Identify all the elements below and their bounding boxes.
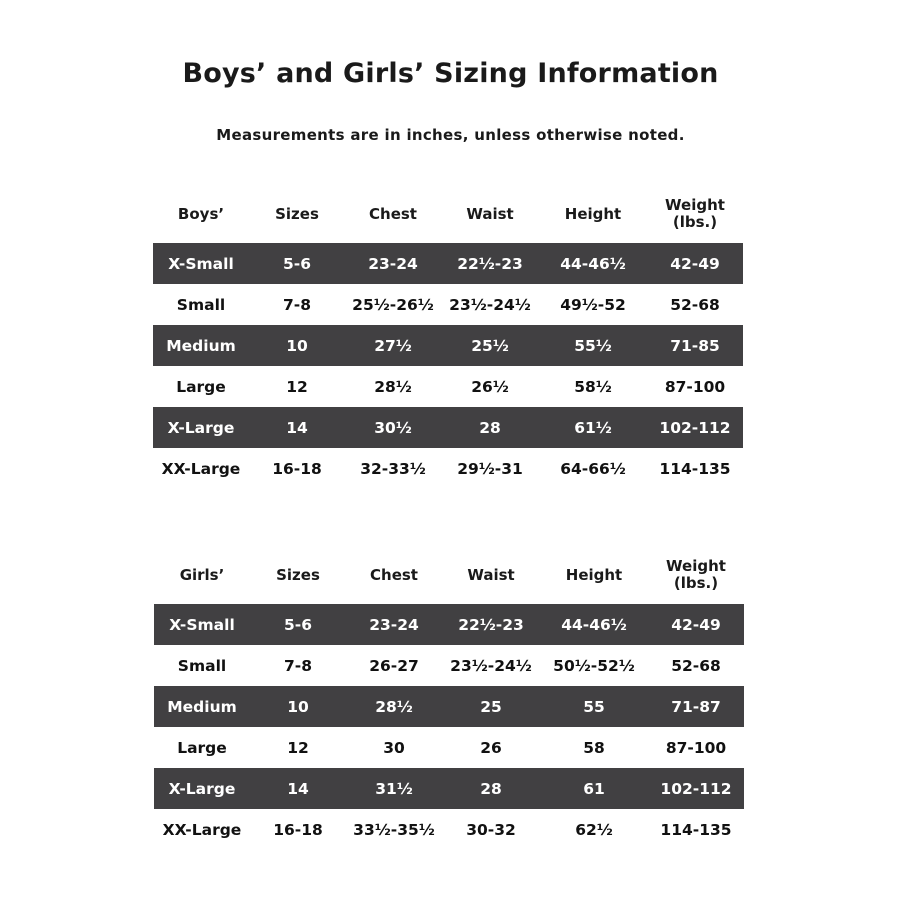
cell-height: 58½ bbox=[539, 366, 647, 407]
table-header-row bbox=[153, 181, 743, 243]
cell-weight: 42-49 bbox=[647, 243, 743, 284]
header-height: Height bbox=[565, 565, 623, 584]
header-sizes: Sizes bbox=[276, 565, 320, 584]
page-title: Boys’ and Girls’ Sizing Information bbox=[182, 58, 719, 89]
cell-height: 55½ bbox=[539, 325, 647, 366]
table-row bbox=[153, 284, 743, 325]
cell-sizes: 16-18 bbox=[250, 809, 346, 850]
header-category: Girls’ bbox=[179, 565, 225, 584]
boys-size-table bbox=[153, 181, 743, 489]
header-weight bbox=[647, 181, 743, 243]
table-row bbox=[153, 366, 743, 407]
table-header-row bbox=[154, 542, 744, 604]
cell-sizes: 12 bbox=[249, 366, 345, 407]
header-weight-line2: (lbs.) bbox=[673, 574, 719, 592]
cell-label: Large bbox=[153, 366, 249, 407]
cell-sizes: 10 bbox=[249, 325, 345, 366]
cell-waist: 25½ bbox=[441, 325, 539, 366]
girls-size-table bbox=[154, 542, 744, 850]
cell-weight: 52-68 bbox=[648, 645, 744, 686]
cell-weight: 102-112 bbox=[647, 407, 743, 448]
cell-label: Medium bbox=[153, 325, 249, 366]
cell-sizes: 14 bbox=[249, 407, 345, 448]
cell-height: 49½-52 bbox=[539, 284, 647, 325]
cell-label: X-Large bbox=[153, 407, 249, 448]
cell-chest: 27½ bbox=[345, 325, 441, 366]
cell-label: X-Large bbox=[154, 768, 250, 809]
table-row bbox=[153, 325, 743, 366]
cell-waist: 26½ bbox=[441, 366, 539, 407]
cell-label: Large bbox=[154, 727, 250, 768]
cell-chest: 25½-26½ bbox=[345, 284, 441, 325]
cell-height: 44-46½ bbox=[540, 604, 648, 645]
cell-sizes: 5-6 bbox=[250, 604, 346, 645]
cell-waist: 29½-31 bbox=[441, 448, 539, 489]
cell-waist: 28 bbox=[441, 407, 539, 448]
cell-sizes: 7-8 bbox=[250, 645, 346, 686]
table-row bbox=[154, 604, 744, 645]
cell-height: 50½-52½ bbox=[540, 645, 648, 686]
header-weight bbox=[648, 542, 744, 604]
cell-waist: 26 bbox=[442, 727, 540, 768]
cell-chest: 23-24 bbox=[346, 604, 442, 645]
header-chest: Chest bbox=[369, 204, 417, 223]
table-row bbox=[153, 243, 743, 284]
cell-waist: 22½-23 bbox=[441, 243, 539, 284]
cell-waist: 25 bbox=[442, 686, 540, 727]
cell-waist: 28 bbox=[442, 768, 540, 809]
cell-sizes: 5-6 bbox=[249, 243, 345, 284]
cell-height: 62½ bbox=[540, 809, 648, 850]
cell-height: 61 bbox=[540, 768, 648, 809]
table-row bbox=[153, 448, 743, 489]
cell-label: X-Small bbox=[153, 243, 249, 284]
table-row bbox=[154, 645, 744, 686]
cell-weight: 87-100 bbox=[648, 727, 744, 768]
cell-chest: 30 bbox=[346, 727, 442, 768]
table-row bbox=[154, 727, 744, 768]
header-weight-line2: (lbs.) bbox=[672, 213, 718, 231]
cell-weight: 42-49 bbox=[648, 604, 744, 645]
cell-waist: 23½-24½ bbox=[442, 645, 540, 686]
cell-chest: 28½ bbox=[345, 366, 441, 407]
cell-label: XX-Large bbox=[154, 809, 250, 850]
header-chest: Chest bbox=[370, 565, 418, 584]
cell-chest: 23-24 bbox=[345, 243, 441, 284]
cell-waist: 30-32 bbox=[442, 809, 540, 850]
cell-weight: 114-135 bbox=[647, 448, 743, 489]
cell-height: 44-46½ bbox=[539, 243, 647, 284]
page-subtitle: Measurements are in inches, unless otherwise noted. bbox=[216, 126, 685, 144]
table-row bbox=[154, 686, 744, 727]
cell-chest: 26-27 bbox=[346, 645, 442, 686]
header-category: Boys’ bbox=[177, 204, 225, 223]
table-row bbox=[154, 768, 744, 809]
header-sizes: Sizes bbox=[275, 204, 319, 223]
cell-chest: 28½ bbox=[346, 686, 442, 727]
cell-chest: 33½-35½ bbox=[346, 809, 442, 850]
cell-weight: 87-100 bbox=[647, 366, 743, 407]
cell-chest: 32-33½ bbox=[345, 448, 441, 489]
cell-waist: 23½-24½ bbox=[441, 284, 539, 325]
cell-chest: 31½ bbox=[346, 768, 442, 809]
cell-height: 55 bbox=[540, 686, 648, 727]
cell-sizes: 16-18 bbox=[249, 448, 345, 489]
cell-weight: 52-68 bbox=[647, 284, 743, 325]
cell-label: XX-Large bbox=[153, 448, 249, 489]
header-weight-line1: Weight bbox=[665, 196, 725, 214]
header-weight-line1: Weight bbox=[666, 557, 726, 575]
cell-label: Medium bbox=[154, 686, 250, 727]
table-row bbox=[153, 407, 743, 448]
cell-sizes: 7-8 bbox=[249, 284, 345, 325]
cell-height: 64-66½ bbox=[539, 448, 647, 489]
cell-label: Small bbox=[154, 645, 250, 686]
cell-sizes: 10 bbox=[250, 686, 346, 727]
header-height: Height bbox=[564, 204, 622, 223]
cell-weight: 102-112 bbox=[648, 768, 744, 809]
cell-sizes: 12 bbox=[250, 727, 346, 768]
cell-height: 61½ bbox=[539, 407, 647, 448]
cell-height: 58 bbox=[540, 727, 648, 768]
cell-label: Small bbox=[153, 284, 249, 325]
cell-weight: 114-135 bbox=[648, 809, 744, 850]
table-row bbox=[154, 809, 744, 850]
cell-label: X-Small bbox=[154, 604, 250, 645]
cell-weight: 71-85 bbox=[647, 325, 743, 366]
cell-waist: 22½-23 bbox=[442, 604, 540, 645]
header-waist: Waist bbox=[466, 204, 514, 223]
cell-weight: 71-87 bbox=[648, 686, 744, 727]
cell-chest: 30½ bbox=[345, 407, 441, 448]
header-waist: Waist bbox=[467, 565, 515, 584]
cell-sizes: 14 bbox=[250, 768, 346, 809]
